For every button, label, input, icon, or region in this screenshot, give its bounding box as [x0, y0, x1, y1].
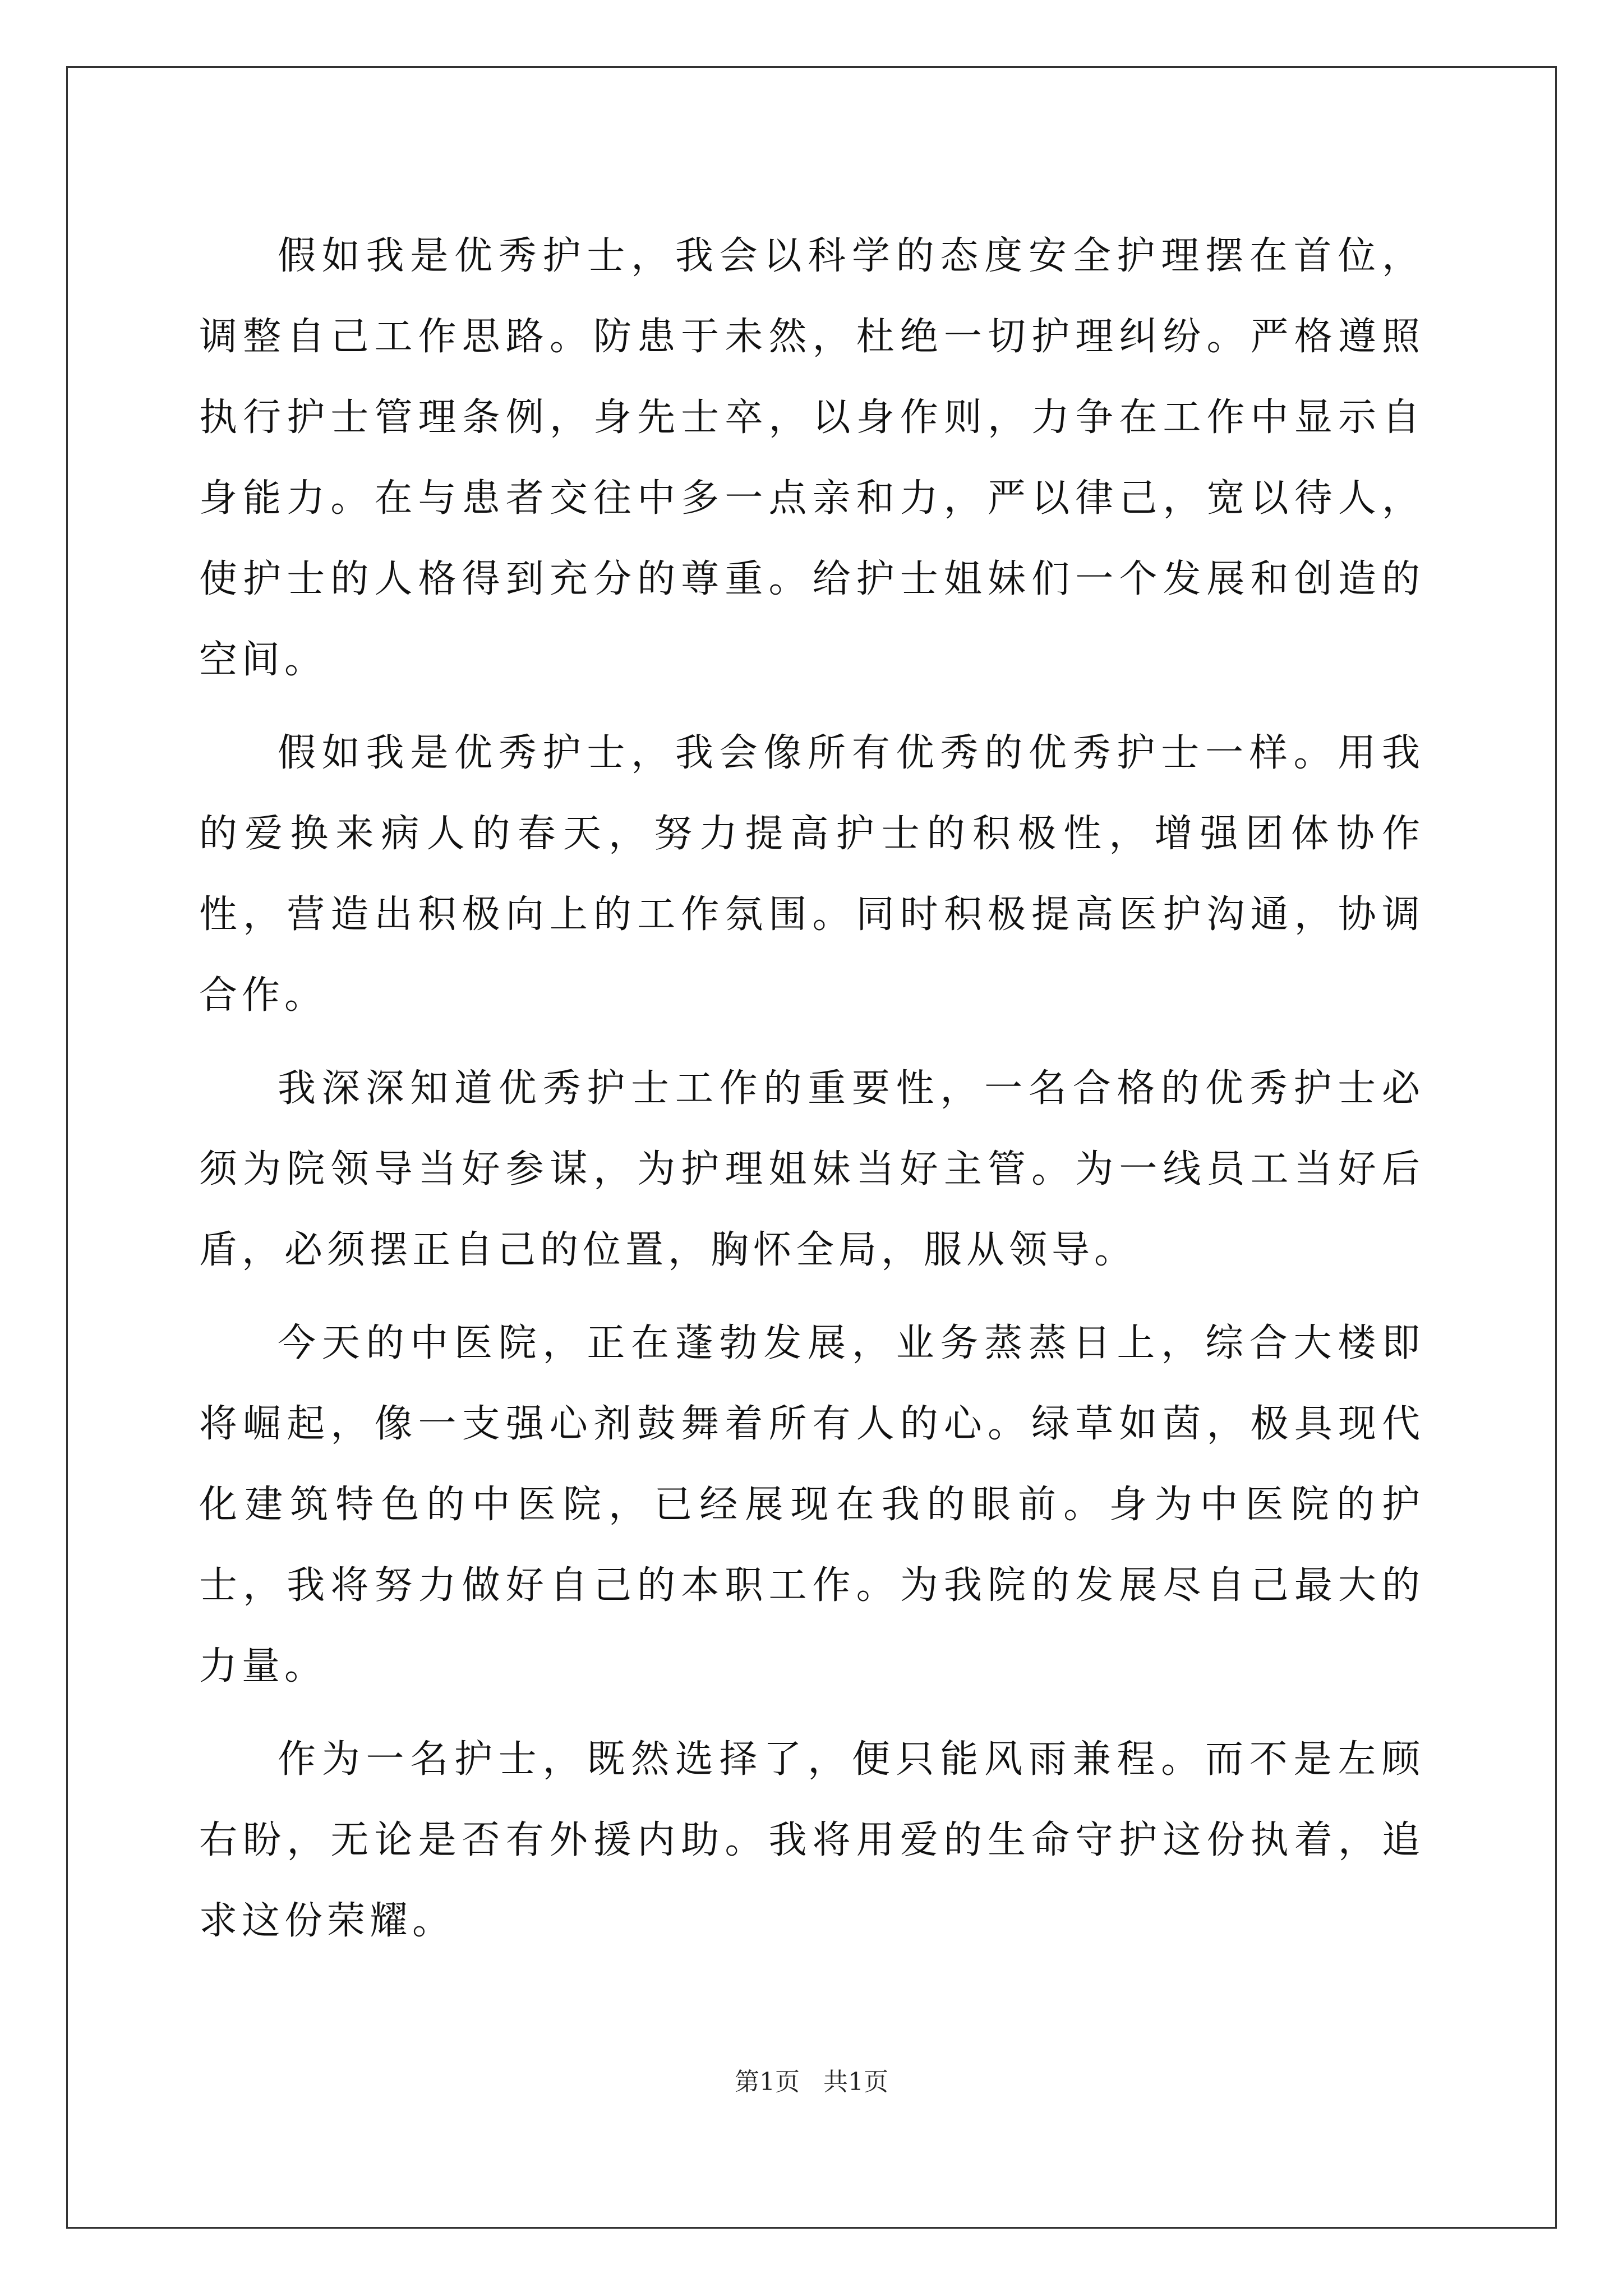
document-body: [199, 216, 1424, 1974]
paragraph-2: 假如我是优秀护士，我会像所有优秀的优秀护士一样。用我的爱换来病人的春天，努力提高护士的积极性，增强团体协作性，营造出积极向上的工作氛围。同时积极提高医护沟通，协调合作。: [199, 731, 1424, 1018]
page-number-total: 共1页: [823, 2068, 888, 2096]
page-footer: [0, 2062, 1623, 2097]
page-number-current: 第1页: [735, 2068, 800, 2096]
paragraph-1: 假如我是优秀护士，我会以科学的态度安全护理摆在首位，调整自己工作思路。防患于未然，杜绝一切护理纠纷。严格遵照执行护士管理条例，身先士卒，以身作则，力争在工作中显示自身能力。在与患者交往中多一点亲和力，严以律己，宽以待人，使护士的人格得到充分的尊重。给护士姐妹们一个发展和创造的空间。: [199, 234, 1424, 682]
paragraph-5: 作为一名护士，既然选择了，便只能风雨兼程。而不是左顾右盼，无论是否有外援内助。我将用爱的生命守护这份执着，追求这份荣耀。: [199, 1737, 1424, 1943]
paragraph-4: 今天的中医院，正在蓬勃发展，业务蒸蒸日上，综合大楼即将崛起，像一支强心剂鼓舞着所有人的心。绿草如茵，极具现代化建筑特色的中医院，已经展现在我的眼前。身为中医院的护士，我将努力做好自己的本职工作。为我院的发展尽自己最大的力量。: [199, 1321, 1424, 1688]
paragraph-3: 我深深知道优秀护士工作的重要性，一名合格的优秀护士必须为院领导当好参谋，为护理姐妹当好主管。为一线员工当好后盾，必须摆正自己的位置，胸怀全局，服从领导。: [199, 1066, 1424, 1272]
